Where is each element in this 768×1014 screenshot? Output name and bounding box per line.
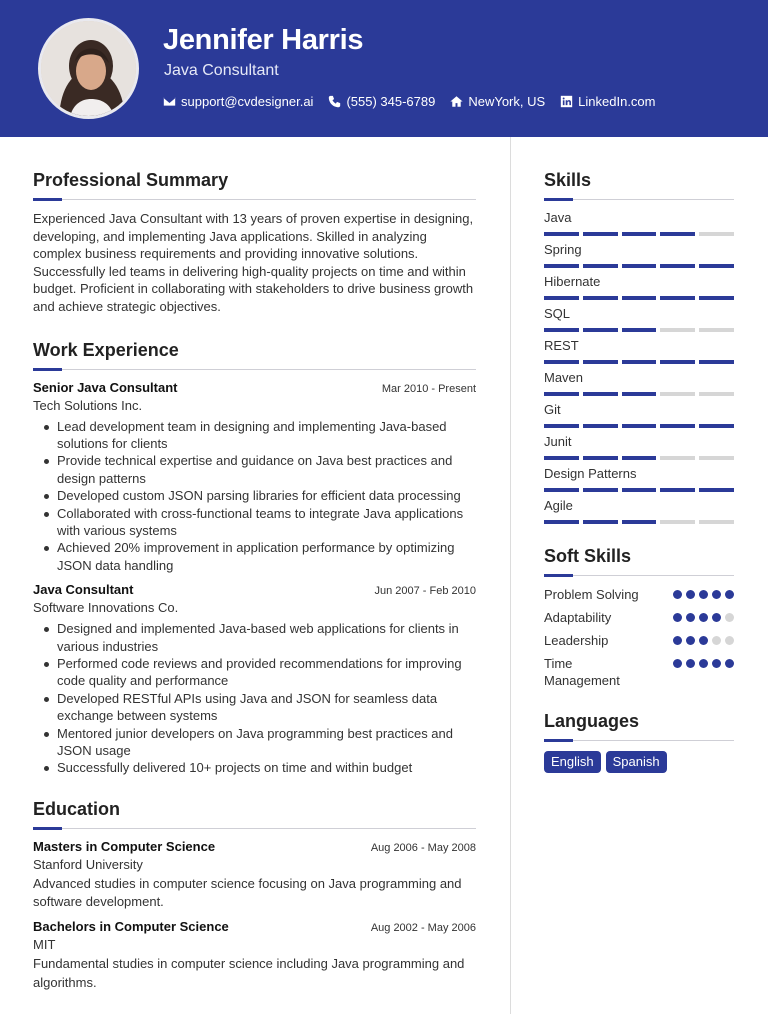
skill-level-bar xyxy=(544,424,734,428)
soft-skill-item xyxy=(544,586,734,603)
rating-dot xyxy=(673,659,682,668)
job-bullets xyxy=(33,418,476,575)
list-item: Mentored junior developers on Java programming best practices and JSON usage xyxy=(33,725,476,760)
rating-dot xyxy=(686,590,695,599)
candidate-role: Java Consultant xyxy=(164,62,279,79)
school-name: Stanford University xyxy=(33,856,143,872)
skill-bar-segment xyxy=(544,264,579,268)
main-column xyxy=(33,170,476,992)
rating-dot xyxy=(686,613,695,622)
section-rule xyxy=(544,198,734,200)
home-icon xyxy=(450,95,463,108)
experience-section xyxy=(33,340,476,777)
skill-bar-segment xyxy=(622,264,657,268)
skill-bar-segment xyxy=(622,456,657,460)
degree-title: Bachelors in Computer Science xyxy=(33,919,229,935)
rating-dot xyxy=(686,636,695,645)
skill-bar-segment xyxy=(583,232,618,236)
skill-bar-segment xyxy=(699,392,734,396)
job-date: Mar 2010 - Present xyxy=(381,382,476,395)
rating-dot xyxy=(673,590,682,599)
profile-photo xyxy=(38,18,139,119)
linkedin-icon xyxy=(560,95,573,108)
skill-bar-segment xyxy=(622,424,657,428)
phone-text: (555) 345-6789 xyxy=(346,94,436,109)
skill-item xyxy=(544,210,734,242)
list-item: Developed RESTful APIs using Java and JSON for seamless data exchange between systems xyxy=(33,690,476,725)
skill-bar-segment xyxy=(544,456,579,460)
rating-dot xyxy=(725,590,734,599)
skill-name: Junit xyxy=(544,434,572,449)
list-item: Lead development team in designing and implementing Java-based solutions for clients xyxy=(33,418,476,453)
skill-bar-segment xyxy=(660,520,695,524)
skill-item xyxy=(544,242,734,274)
soft-skills-list xyxy=(544,586,734,689)
skill-bar-segment xyxy=(583,296,618,300)
list-item: Developed custom JSON parsing libraries for efficient data processing xyxy=(33,487,476,504)
skill-item xyxy=(544,338,734,370)
skill-bar-segment xyxy=(583,520,618,524)
skill-bar-segment xyxy=(699,264,734,268)
rating-dot xyxy=(673,636,682,645)
soft-skill-item xyxy=(544,655,734,689)
skill-bar-segment xyxy=(699,424,734,428)
location-text: NewYork, US xyxy=(468,94,546,109)
skill-bar-segment xyxy=(544,424,579,428)
section-rule xyxy=(33,368,476,370)
section-rule xyxy=(544,574,734,576)
contact-email[interactable] xyxy=(163,94,313,109)
skill-level-bar xyxy=(544,296,734,300)
contact-bar xyxy=(163,94,656,109)
list-item: Performed code reviews and provided recommendations for improving code quality and performance xyxy=(33,655,476,690)
skill-bar-segment xyxy=(660,264,695,268)
skill-bar-segment xyxy=(583,360,618,364)
soft-skills-section xyxy=(544,546,734,689)
skill-bar-segment xyxy=(660,360,695,364)
rating-dot xyxy=(725,636,734,645)
skill-bar-segment xyxy=(622,296,657,300)
skill-bar-segment xyxy=(583,488,618,492)
skill-bar-segment xyxy=(699,360,734,364)
skill-bar-segment xyxy=(544,360,579,364)
email-text: support@cvdesigner.ai xyxy=(181,94,314,109)
soft-skill-item xyxy=(544,609,734,626)
skill-name: Spring xyxy=(544,242,582,257)
skill-bar-segment xyxy=(622,488,657,492)
rating-dot xyxy=(712,613,721,622)
skill-level-bar xyxy=(544,488,734,492)
skill-bar-segment xyxy=(583,456,618,460)
skill-bar-segment xyxy=(622,360,657,364)
skill-bar-segment xyxy=(622,328,657,332)
skill-level-bar xyxy=(544,328,734,332)
skill-name: Java xyxy=(544,210,572,225)
soft-skill-item xyxy=(544,632,734,649)
skill-bar-segment xyxy=(660,392,695,396)
skill-bar-segment xyxy=(544,232,579,236)
skill-name: SQL xyxy=(544,306,571,321)
section-rule xyxy=(544,739,734,741)
envelope-icon xyxy=(163,95,176,108)
soft-skill-rating xyxy=(673,613,734,622)
job-entry xyxy=(33,582,476,777)
skill-bar-segment xyxy=(660,488,695,492)
skill-level-bar xyxy=(544,456,734,460)
skill-bar-segment xyxy=(544,392,579,396)
list-item: Provide technical expertise and guidance on Java best practices and design patterns xyxy=(33,452,476,487)
job-company: Software Innovations Co. xyxy=(33,600,179,616)
section-title: Work Experience xyxy=(33,339,179,360)
language-tag: Spanish xyxy=(606,751,667,773)
skill-bar-segment xyxy=(660,232,695,236)
skill-bar-segment xyxy=(583,264,618,268)
skill-item xyxy=(544,274,734,306)
skill-level-bar xyxy=(544,264,734,268)
list-item: Successfully delivered 10+ projects on time and within budget xyxy=(33,759,476,776)
skill-bar-segment xyxy=(699,296,734,300)
school-name: MIT xyxy=(33,937,56,953)
skill-bar-segment xyxy=(699,488,734,492)
language-tag: English xyxy=(544,751,601,773)
rating-dot xyxy=(712,659,721,668)
soft-skill-name: Leadership xyxy=(544,633,609,648)
skill-item xyxy=(544,498,734,530)
rating-dot xyxy=(725,659,734,668)
skill-bar-segment xyxy=(660,296,695,300)
candidate-name: Jennifer Harris xyxy=(163,24,364,56)
skill-bar-segment xyxy=(699,232,734,236)
soft-skill-rating xyxy=(673,590,734,599)
skill-level-bar xyxy=(544,232,734,236)
section-rule xyxy=(33,198,476,200)
skill-level-bar xyxy=(544,360,734,364)
skill-bar-segment xyxy=(544,488,579,492)
rating-dot xyxy=(673,613,682,622)
skill-bar-segment xyxy=(622,392,657,396)
job-bullets xyxy=(33,620,476,777)
education-entry xyxy=(33,919,476,992)
contact-location[interactable] xyxy=(450,94,545,109)
contact-phone[interactable] xyxy=(328,94,435,109)
rating-dot xyxy=(712,590,721,599)
skill-bar-segment xyxy=(583,392,618,396)
section-rule xyxy=(33,827,476,829)
job-company: Tech Solutions Inc. xyxy=(33,397,143,413)
skill-bar-segment xyxy=(583,424,618,428)
skill-bar-segment xyxy=(660,424,695,428)
list-item: Designed and implemented Java-based web applications for clients in various industries xyxy=(33,620,476,655)
side-column xyxy=(544,170,734,773)
section-title: Languages xyxy=(544,711,640,731)
rating-dot xyxy=(699,613,708,622)
education-section xyxy=(33,799,476,992)
section-title: Education xyxy=(33,798,121,819)
rating-dot xyxy=(699,590,708,599)
job-entry xyxy=(33,380,476,575)
skill-bar-segment xyxy=(660,456,695,460)
skill-bar-segment xyxy=(699,456,734,460)
rating-dot xyxy=(699,659,708,668)
rating-dot xyxy=(725,613,734,622)
skill-item xyxy=(544,370,734,402)
skill-level-bar xyxy=(544,392,734,396)
skill-bar-segment xyxy=(544,296,579,300)
skill-bar-segment xyxy=(622,232,657,236)
skill-bar-segment xyxy=(660,328,695,332)
job-title: Java Consultant xyxy=(33,582,134,598)
soft-skill-name: Time Management xyxy=(544,656,620,688)
education-date: Aug 2002 - May 2006 xyxy=(370,922,476,935)
skill-name: Agile xyxy=(544,498,573,513)
skill-bar-segment xyxy=(583,328,618,332)
skill-item xyxy=(544,306,734,338)
phone-icon xyxy=(328,95,341,108)
soft-skill-name: Adaptability xyxy=(544,610,612,625)
skill-name: Hibernate xyxy=(544,274,601,289)
skills-section xyxy=(544,170,734,530)
education-desc: Advanced studies in computer science focusing on Java programming and software development. xyxy=(33,875,462,910)
skill-bar-segment xyxy=(544,520,579,524)
job-title: Senior Java Consultant xyxy=(33,379,178,395)
skill-bar-segment xyxy=(544,328,579,332)
summary-section xyxy=(33,170,476,316)
skill-item xyxy=(544,434,734,466)
summary-text: Experienced Java Consultant with 13 years of proven expertise in designing, developing, and implementing Java applications. Skilled in analyzing complex business requirements and providing innovative solutions. Successfully led teams in delivering high-quality projects on time and within budget. Proficient in collaborating with stakeholders to drive business growth and achieve strategic objectives. xyxy=(33,211,474,314)
skills-list xyxy=(544,210,734,530)
degree-title: Masters in Computer Science xyxy=(33,838,216,854)
skill-bar-segment xyxy=(622,520,657,524)
contact-linkedin[interactable] xyxy=(560,94,655,109)
skill-level-bar xyxy=(544,520,734,524)
skill-item xyxy=(544,466,734,498)
column-divider xyxy=(510,137,511,1014)
linkedin-text: LinkedIn.com xyxy=(578,94,656,109)
soft-skill-name: Problem Solving xyxy=(544,587,639,602)
education-date: Aug 2006 - May 2008 xyxy=(370,841,476,854)
language-tags xyxy=(544,751,734,773)
resume-header xyxy=(0,0,768,137)
education-desc: Fundamental studies in computer science including Java programming and algorithms. xyxy=(33,956,465,990)
rating-dot xyxy=(712,636,721,645)
skill-bar-segment xyxy=(699,520,734,524)
skill-name: Maven xyxy=(544,370,584,385)
education-entry xyxy=(33,839,476,912)
list-item: Achieved 20% improvement in application performance by optimizing JSON data handling xyxy=(33,539,476,574)
languages-section xyxy=(544,711,734,773)
list-item: Collaborated with cross-functional teams to integrate Java applications with various systems xyxy=(33,505,476,540)
section-title: Professional Summary xyxy=(33,170,229,190)
soft-skill-rating xyxy=(673,659,734,668)
skill-name: Git xyxy=(544,402,561,417)
job-date: Jun 2007 - Feb 2010 xyxy=(374,585,476,598)
section-title: Skills xyxy=(544,170,592,190)
skill-item xyxy=(544,402,734,434)
section-title: Soft Skills xyxy=(544,546,632,566)
skill-bar-segment xyxy=(699,328,734,332)
skill-name: REST xyxy=(544,338,579,353)
rating-dot xyxy=(686,659,695,668)
rating-dot xyxy=(699,636,708,645)
soft-skill-rating xyxy=(673,636,734,645)
skill-name: Design Patterns xyxy=(544,466,637,481)
